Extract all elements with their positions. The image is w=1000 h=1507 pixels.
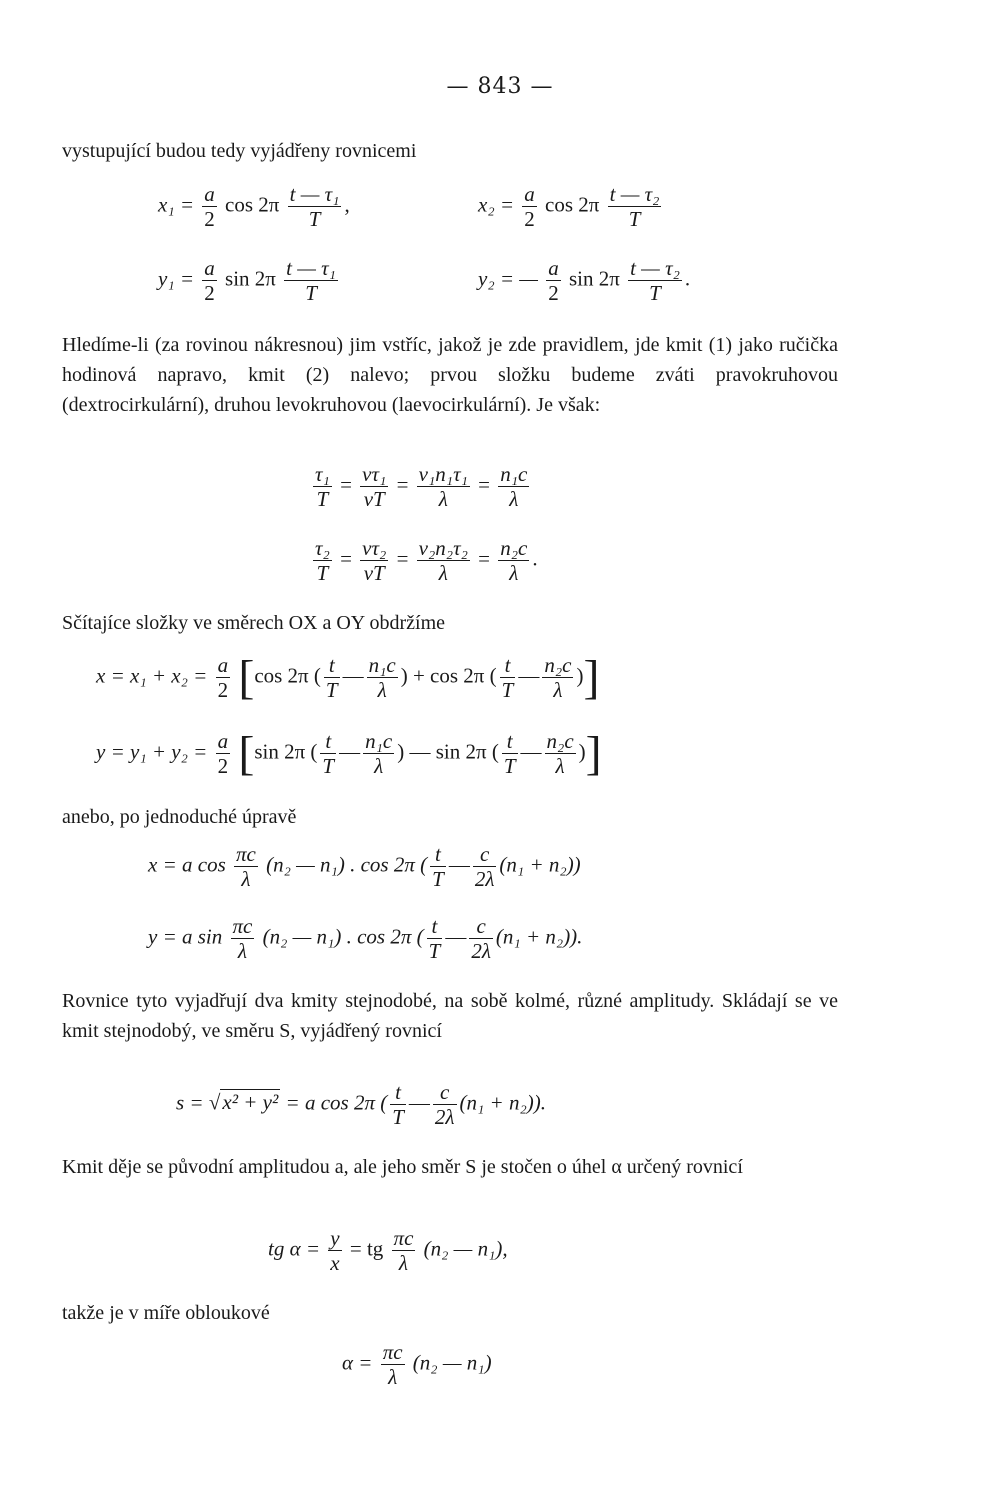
equation-s: s = √x² + y² = a cos 2π ( $\frac{t}{T}$ — $\frac{c}{2\lambda}$ (n₁ + n₂)). — [176, 1080, 547, 1129]
paragraph-intro: vystupující budou tedy vyjádřeny rovnicemi — [62, 140, 417, 162]
paragraph-simplify: anebo, po jednoduché úpravě — [62, 806, 297, 828]
paragraph-direction: Hledíme-li (za rovinou nákresnou) jim vstříc, jakož je zde pravidlem, jde kmit (1) jako ručička hodinová napravo, kmit (2) nalevo; prvou složku budeme zváti pravokruhovou (dextrocirkulární), druhou levokruhovou (laevocirkulární). Je však: — [62, 334, 838, 416]
equation-x-simplified: x = a cos $\frac{\pi c}{\lambda}$ (n₂ — n₁) . cos 2π ( $\frac{t}{T}$ — $\frac{c}{2\lambda}$ (n₁ + n₂)) — [148, 842, 581, 891]
equation-x-sum: x = x₁ + x₂ = $\frac{a}{2}$ [cos 2π ( $\frac{t}{T}$ — $\frac{\text{n₁c}}{\lambda}$ ) + cos 2π ( $\frac{t}{T}$ — $\frac{\text{n₂c}}{\lambda}$ )] — [96, 651, 600, 704]
page-number: — 843 — — [446, 74, 554, 99]
equation-alpha: α = $\frac{\pi c}{\lambda}$ (n₂ — n₁) — [342, 1340, 492, 1389]
equation-y-sum: y = y₁ + y₂ = $\frac{a}{2}$ [sin 2π ( $\frac{t}{T}$ — $\frac{\text{n₁c}}{\lambda}$ ) — sin 2π ( $\frac{t}{T}$ — $\frac{\text{n₂c}}{\lambda}$ )] — [96, 727, 602, 780]
equation-x1: x₁ = $\frac{a}{2}$ cos 2π $\frac{\text{t — τ₁}}{T}$ , — [158, 182, 350, 231]
equation-ratio-1: $\frac{\text{τ₁}}{T}$ = $\frac{\text{vτ₁}}{vT}$ = $\frac{\text{v₁n₁τ₁}}{\lambda}$ = $\frac{\text{n₁c}}{\lambda}$ — [315, 462, 528, 511]
equation-ratio-2: $\frac{\text{τ₂}}{T}$ = $\frac{\text{vτ₂}}{vT}$ = $\frac{\text{v₂n₂τ₂}}{\lambda}$ = $\frac{\text{n₂c}}{\lambda}$ . — [315, 536, 538, 585]
equation-x2: x₂ = $\frac{a}{2}$ cos 2π $\frac{\text{t — τ₂}}{T}$ — [478, 182, 660, 231]
equation-y1: y₁ = $\frac{a}{2}$ sin 2π $\frac{\text{t — τ₁}}{T}$ — [158, 256, 336, 305]
paragraph-arc-measure: takže je v míře obloukové — [62, 1302, 270, 1324]
paragraph-resultant: Rovnice tyto vyjadřují dva kmity stejnodobé, na sobě kolmé, různé amplitudy. Skládají se ve kmit stejnodobý, ve směru S, vyjádřený rovnicí — [62, 990, 838, 1042]
paragraph-rotation: Kmit děje se původní amplitudou a, ale jeho směr S je stočen o úhel α určený rovnicí — [62, 1156, 743, 1178]
paragraph-sum: Sčítajíce složky ve směrech OX a OY obdržíme — [62, 612, 446, 634]
equation-tg: tg α = $\frac{y}{x}$ = tg $\frac{\pi c}{\lambda}$ (n₂ — n₁), — [268, 1226, 508, 1275]
equation-y2: y₂ = — $\frac{a}{2}$ sin 2π $\frac{\text{t — τ₂}}{T}$ . — [478, 256, 691, 305]
equation-y-simplified: y = a sin $\frac{\pi c}{\lambda}$ (n₂ — n₁) . cos 2π ( $\frac{t}{T}$ — $\frac{c}{2\lambda}$ (n₁ + n₂)). — [148, 914, 583, 963]
